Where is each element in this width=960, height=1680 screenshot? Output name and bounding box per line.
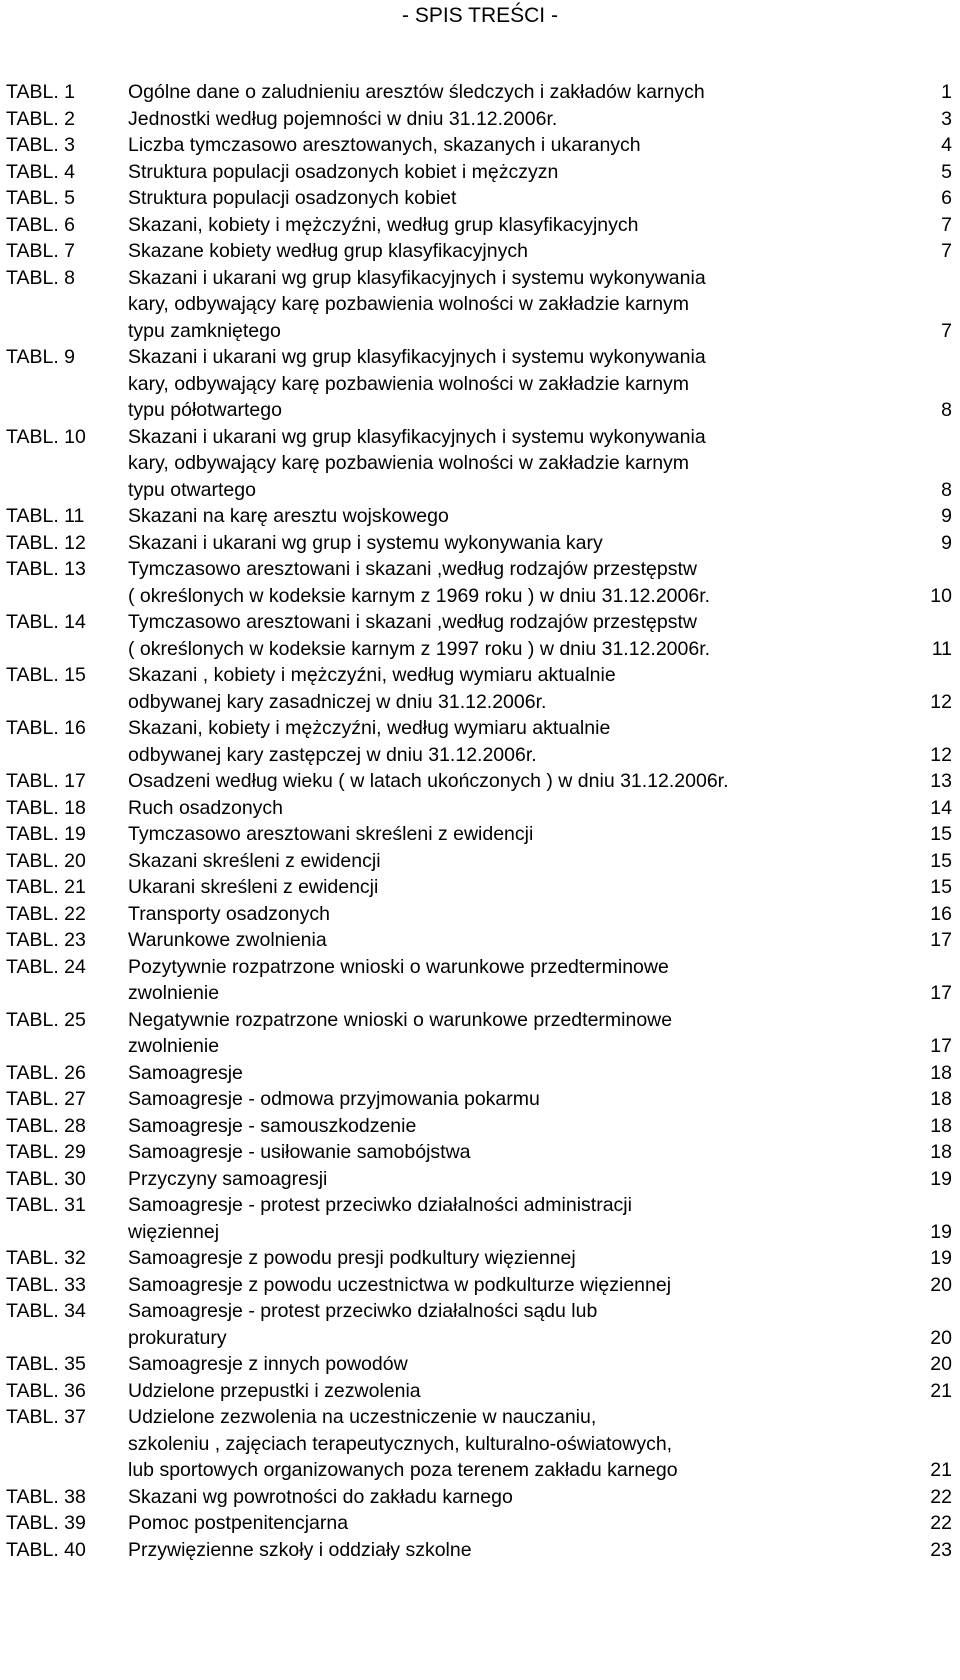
toc-entry-label: TABL. 20 [6, 849, 86, 872]
toc-entry-description-line: Skazani i ukarani wg grup klasyfikacyjnych i systemu wykonywania [128, 346, 706, 368]
toc-entry [6, 159, 952, 186]
toc-entry-label: TABL. 10 [6, 425, 86, 448]
toc-entry-label: TABL. 2 [6, 107, 76, 130]
toc-entry [6, 848, 952, 875]
toc-entry-label: TABL. 12 [6, 531, 86, 554]
toc-entry [6, 530, 952, 557]
toc-entry-page-number: 22 [930, 1485, 952, 1508]
toc-entry-page-number: 10 [930, 584, 952, 607]
toc-entry [6, 1166, 952, 1193]
toc-entry-description [128, 1510, 952, 1537]
toc-entry-label: TABL. 28 [6, 1114, 86, 1137]
toc-entry-page-number: 9 [941, 505, 952, 527]
toc-entry [6, 1351, 952, 1378]
toc-entry-description-line: Warunkowe zwolnienia [128, 929, 327, 951]
toc-entry-description-line: Udzielone zezwolenia na uczestniczenie w nauczaniu, [128, 1406, 597, 1428]
toc-entry [6, 1192, 952, 1245]
toc-entry-description-line: ( określonych w kodeksie karnym z 1997 roku ) w dniu 31.12.2006r. [128, 637, 711, 660]
toc-entry [6, 132, 952, 159]
toc-entry-description [128, 1086, 952, 1113]
toc-entry-label: TABL. 3 [6, 134, 76, 156]
toc-entry-page-number: 15 [930, 876, 952, 898]
toc-entry-description-line: Samoagresje z powodu presji podkultury więziennej [128, 1247, 576, 1269]
toc-entry-description-line: Samoagresje - samouszkodzenie [128, 1114, 417, 1137]
toc-entry-description [128, 927, 952, 954]
toc-entry-description [128, 424, 952, 504]
toc-entry-description-line: odbywanej kary zastępczej w dniu 31.12.2006r. [128, 743, 537, 766]
toc-entry-page-number: 7 [941, 240, 952, 262]
toc-entry-page-number: 21 [930, 1459, 952, 1481]
toc-entry-description-line: Pomoc postpenitencjarna [128, 1512, 349, 1534]
toc-entry-label: TABL. 17 [6, 770, 86, 792]
table-of-contents [6, 79, 952, 1563]
toc-entry-description-line: Ogólne dane o zaludnieniu aresztów śledczych i zakładów karnych [128, 81, 705, 103]
toc-entry-page-number: 22 [930, 1512, 952, 1534]
toc-entry-page-number: 14 [930, 796, 952, 819]
toc-entry-description-line: Samoagresje - usiłowanie samobójstwa [128, 1141, 471, 1163]
toc-entry-page-number: 3 [941, 107, 952, 130]
toc-entry-label: TABL. 27 [6, 1088, 86, 1110]
toc-entry-description [128, 556, 952, 609]
toc-entry [6, 1007, 952, 1060]
toc-entry-page-number: 16 [930, 902, 952, 925]
toc-entry [6, 927, 952, 954]
toc-entry-label: TABL. 37 [6, 1406, 86, 1428]
toc-entry-description [128, 609, 952, 662]
toc-entry-description [128, 1484, 952, 1511]
toc-entry-label: TABL. 5 [6, 187, 76, 209]
toc-entry [6, 795, 952, 822]
toc-entry [6, 609, 952, 662]
toc-entry-description-line: Samoagresje z powodu uczestnictwa w podkulturze więziennej [128, 1273, 672, 1296]
toc-entry-label: TABL. 32 [6, 1247, 86, 1269]
toc-entry [6, 212, 952, 239]
toc-entry-description [128, 1166, 952, 1193]
toc-entry-description [128, 212, 952, 239]
toc-entry [6, 265, 952, 345]
toc-entry-label: TABL. 24 [6, 955, 86, 978]
toc-entry [6, 344, 952, 424]
toc-entry-description-line: Skazani, kobiety i mężczyźni, według wymiaru aktualnie [128, 717, 611, 739]
toc-entry-description-line: Przywięzienne szkoły i oddziały szkolne [128, 1538, 472, 1561]
toc-entry-page-number: 12 [930, 690, 952, 713]
toc-entry-description [128, 1298, 952, 1351]
toc-entry-description-line: ( określonych w kodeksie karnym z 1969 roku ) w dniu 31.12.2006r. [128, 584, 711, 607]
toc-entry-label: TABL. 11 [6, 505, 85, 527]
toc-entry-description [128, 821, 952, 848]
toc-entry-description-line: Osadzeni według wieku ( w latach ukończonych ) w dniu 31.12.2006r. [128, 770, 729, 792]
toc-entry-description-line: kary, odbywający karę pozbawienia wolności w zakładzie karnym [128, 372, 690, 395]
toc-entry-label: TABL. 13 [6, 558, 86, 580]
toc-entry-label: TABL. 19 [6, 823, 86, 845]
toc-entry-page-number: 23 [930, 1538, 952, 1561]
toc-entry-description-line: Skazani i ukarani wg grup klasyfikacyjnych i systemu wykonywania [128, 266, 706, 289]
toc-entry-description [128, 795, 952, 822]
toc-entry-page-number: 1 [941, 81, 952, 103]
toc-entry [6, 1484, 952, 1511]
toc-entry-description [128, 530, 952, 557]
toc-entry [6, 1086, 952, 1113]
toc-entry-description [128, 1404, 952, 1484]
toc-entry-description [128, 1060, 952, 1087]
toc-entry-description-line: Samoagresje z innych powodów [128, 1353, 408, 1375]
toc-entry-label: TABL. 39 [6, 1512, 86, 1534]
toc-entry [6, 1537, 952, 1564]
toc-entry-description-line: więziennej [128, 1220, 220, 1243]
toc-entry-page-number: 8 [941, 399, 952, 421]
toc-entry-description-line: typu otwartego [128, 478, 256, 501]
toc-entry-description-line: kary, odbywający karę pozbawienia wolności w zakładzie karnym [128, 452, 690, 474]
toc-entry-label: TABL. 38 [6, 1485, 86, 1508]
toc-entry-description-line: prokuratury [128, 1326, 227, 1349]
toc-entry-description [128, 132, 952, 159]
toc-entry-page-number: 17 [930, 929, 952, 951]
toc-entry-description-line: Liczba tymczasowo aresztowanych, skazanych i ukaranych [128, 134, 641, 156]
toc-entry-description-line: Ukarani skreśleni z ewidencji [128, 876, 379, 898]
toc-entry-label: TABL. 23 [6, 929, 86, 951]
toc-entry-label: TABL. 9 [6, 346, 76, 368]
toc-entry-page-number: 6 [941, 187, 952, 209]
toc-entry-description [128, 1351, 952, 1378]
toc-entry [6, 1113, 952, 1140]
toc-entry-description [128, 238, 952, 265]
toc-entry-description-line: Skazani, kobiety i mężczyźni, według grup klasyfikacyjnych [128, 213, 639, 236]
toc-entry-label: TABL. 4 [6, 160, 76, 183]
toc-entry [6, 901, 952, 928]
toc-entry-label: TABL. 6 [6, 213, 76, 236]
toc-entry-description-line: Przyczyny samoagresji [128, 1167, 328, 1190]
toc-entry-description-line: Udzielone przepustki i zezwolenia [128, 1379, 421, 1402]
toc-entry-description [128, 1113, 952, 1140]
toc-entry-description [128, 185, 952, 212]
toc-entry-description-line: lub sportowych organizowanych poza terenem zakładu karnego [128, 1459, 678, 1481]
toc-entry-page-number: 19 [930, 1247, 952, 1269]
toc-entry-description-line: odbywanej kary zasadniczej w dniu 31.12.2006r. [128, 690, 547, 713]
toc-entry-description [128, 159, 952, 186]
toc-entry-description [128, 715, 952, 768]
toc-entry-description [128, 848, 952, 875]
toc-entry [6, 424, 952, 504]
toc-entry-description [128, 1007, 952, 1060]
toc-entry-page-number: 13 [930, 770, 952, 792]
toc-entry-description [128, 874, 952, 901]
toc-entry [6, 821, 952, 848]
toc-entry [6, 503, 952, 530]
toc-entry-description [128, 768, 952, 795]
toc-entry-description-line: typu półotwartego [128, 399, 282, 421]
toc-entry-description-line: Samoagresje - protest przeciwko działalności administracji [128, 1194, 632, 1216]
toc-entry-page-number: 20 [930, 1326, 952, 1349]
toc-entry-description-line: Skazani , kobiety i mężczyźni, według wymiaru aktualnie [128, 664, 616, 686]
toc-entry [6, 715, 952, 768]
toc-entry-label: TABL. 40 [6, 1538, 86, 1561]
toc-entry-label: TABL. 33 [6, 1273, 86, 1296]
toc-entry-label: TABL. 1 [6, 81, 76, 103]
toc-entry-label: TABL. 16 [6, 717, 86, 739]
toc-entry [6, 1139, 952, 1166]
toc-entry [6, 1298, 952, 1351]
toc-entry [6, 1272, 952, 1299]
toc-entry-label: TABL. 18 [6, 796, 86, 819]
toc-entry [6, 1378, 952, 1405]
toc-entry-label: TABL. 36 [6, 1379, 86, 1402]
toc-entry-description [128, 106, 952, 133]
toc-entry-description-line: zwolnienie [128, 1035, 220, 1057]
toc-entry-page-number: 7 [941, 213, 952, 236]
toc-entry-label: TABL. 29 [6, 1141, 86, 1163]
toc-entry-page-number: 21 [930, 1379, 952, 1402]
toc-entry-description-line: Skazani skreśleni z ewidencji [128, 849, 381, 872]
toc-entry-description [128, 344, 952, 424]
toc-entry-label: TABL. 21 [6, 876, 86, 898]
toc-entry [6, 185, 952, 212]
toc-entry [6, 106, 952, 133]
toc-entry-label: TABL. 8 [6, 266, 76, 289]
page-title: - SPIS TREŚCI - [402, 4, 558, 27]
toc-entry-label: TABL. 15 [6, 664, 86, 686]
toc-entry-label: TABL. 30 [6, 1167, 86, 1190]
toc-entry-page-number: 19 [930, 1220, 952, 1243]
toc-entry-description-line: Struktura populacji osadzonych kobiet i mężczyzn [128, 160, 559, 183]
toc-entry-page-number: 20 [930, 1353, 952, 1375]
toc-entry-page-number: 18 [930, 1114, 952, 1137]
toc-entry-description [128, 1192, 952, 1245]
toc-entry-label: TABL. 14 [6, 611, 86, 633]
toc-entry [6, 768, 952, 795]
toc-entry [6, 1510, 952, 1537]
toc-entry-page-number: 4 [941, 134, 952, 156]
toc-entry-description [128, 1139, 952, 1166]
toc-entry-description-line: Skazani i ukarani wg grup klasyfikacyjnych i systemu wykonywania [128, 425, 706, 448]
toc-entry-page-number: 11 [931, 637, 952, 660]
toc-entry-description-line: Samoagresje [128, 1061, 243, 1084]
toc-entry [6, 556, 952, 609]
toc-entry-page-number: 9 [941, 531, 952, 554]
toc-entry [6, 1060, 952, 1087]
toc-entry-page-number: 7 [941, 319, 952, 342]
toc-entry-description-line: Skazani wg powrotności do zakładu karnego [128, 1485, 513, 1508]
toc-entry [6, 874, 952, 901]
toc-entry-page-number: 8 [941, 478, 952, 501]
toc-entry-page-number: 18 [930, 1088, 952, 1110]
toc-entry [6, 1245, 952, 1272]
toc-entry-description-line: Jednostki według pojemności w dniu 31.12.2006r. [128, 107, 558, 130]
toc-entry-description [128, 265, 952, 345]
toc-entry-description-line: Struktura populacji osadzonych kobiet [128, 187, 457, 209]
toc-entry-page-number: 17 [930, 1035, 952, 1057]
toc-entry [6, 238, 952, 265]
toc-entry-description-line: Skazani i ukarani wg grup i systemu wykonywania kary [128, 531, 603, 554]
toc-entry-description-line: Tymczasowo aresztowani i skazani ,według rodzajów przestępstw [128, 558, 697, 580]
toc-entry-description-line: Pozytywnie rozpatrzone wnioski o warunkowe przedterminowe [128, 955, 669, 978]
toc-entry-description [128, 1272, 952, 1299]
toc-entry-description [128, 1537, 952, 1564]
toc-entry [6, 79, 952, 106]
toc-entry-page-number: 18 [930, 1141, 952, 1163]
toc-entry-description [128, 662, 952, 715]
toc-entry-description [128, 954, 952, 1007]
toc-entry-label: TABL. 22 [6, 902, 86, 925]
toc-entry-description-line: Tymczasowo aresztowani i skazani ,według rodzajów przestępstw [128, 611, 697, 633]
toc-entry [6, 1404, 952, 1484]
toc-entry-description-line: Samoagresje - odmowa przyjmowania pokarmu [128, 1088, 540, 1110]
toc-entry-description-line: zwolnienie [128, 982, 220, 1004]
toc-entry-description-line: kary, odbywający karę pozbawienia wolności w zakładzie karnym [128, 293, 690, 315]
toc-entry-description [128, 1378, 952, 1405]
toc-entry [6, 954, 952, 1007]
toc-entry-page-number: 15 [930, 823, 952, 845]
toc-entry-label: TABL. 25 [6, 1008, 86, 1031]
toc-entry-description-line: Skazani na karę aresztu wojskowego [128, 505, 449, 527]
toc-entry-page-number: 19 [930, 1167, 952, 1190]
toc-entry-description [128, 901, 952, 928]
toc-entry-description [128, 503, 952, 530]
toc-entry-description-line: Skazane kobiety według grup klasyfikacyjnych [128, 240, 528, 262]
toc-entry-label: TABL. 26 [6, 1061, 86, 1084]
toc-entry-page-number: 5 [941, 160, 952, 183]
toc-entry-description-line: Negatywnie rozpatrzone wnioski o warunkowe przedterminowe [128, 1008, 673, 1031]
toc-entry-label: TABL. 31 [6, 1194, 86, 1216]
toc-entry [6, 662, 952, 715]
toc-entry-description-line: Samoagresje - protest przeciwko działalności sądu lub [128, 1300, 598, 1322]
toc-entry-description-line: szkoleniu , zajęciach terapeutycznych, kulturalno-oświatowych, [128, 1432, 673, 1455]
toc-entry-description [128, 79, 952, 106]
toc-entry-description-line: Ruch osadzonych [128, 796, 284, 819]
toc-entry-page-number: 20 [930, 1273, 952, 1296]
toc-entry-page-number: 17 [930, 982, 952, 1004]
toc-entry-page-number: 18 [930, 1061, 952, 1084]
toc-entry-page-number: 15 [930, 849, 952, 872]
toc-entry-page-number: 12 [930, 743, 952, 766]
toc-entry-label: TABL. 35 [6, 1353, 86, 1375]
toc-entry-description-line: Transporty osadzonych [128, 902, 330, 925]
toc-entry-label: TABL. 34 [6, 1300, 86, 1322]
toc-entry-label: TABL. 7 [6, 240, 76, 262]
toc-entry-description-line: Tymczasowo aresztowani skreśleni z ewidencji [128, 823, 534, 845]
toc-entry-description-line: typu zamkniętego [128, 319, 281, 342]
toc-entry-description [128, 1245, 952, 1272]
